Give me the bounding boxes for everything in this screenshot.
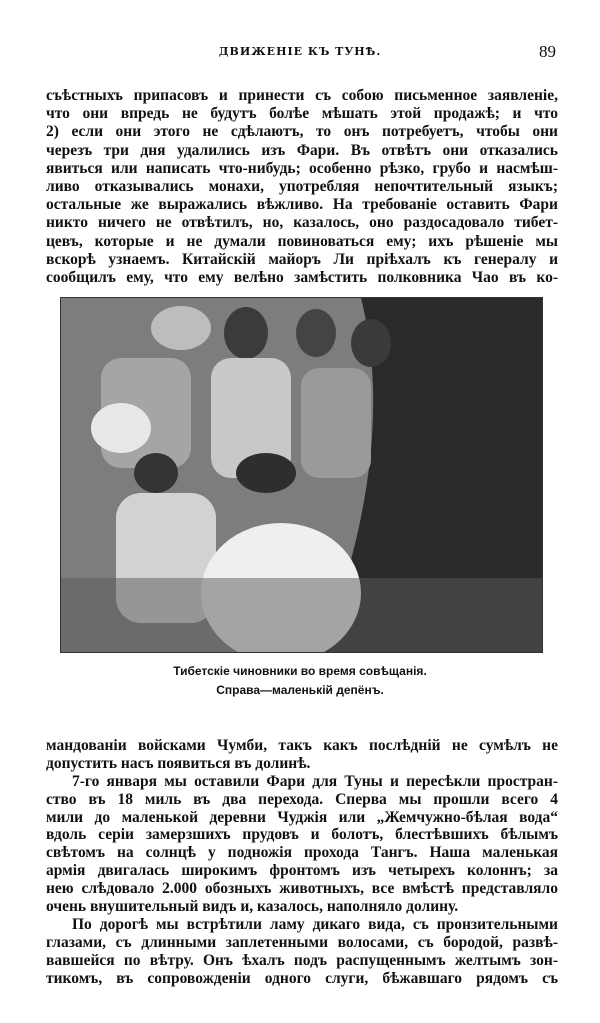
text-block-bottom bbox=[46, 737, 558, 987]
running-head bbox=[0, 42, 600, 62]
text-line: съѣстныхъ припасовъ и принести съ собою письменное заявленіе, bbox=[46, 87, 558, 104]
text-line: тикомъ, въ сопровожденіи одного слуги, бѣжавшаго рядомъ съ bbox=[46, 969, 558, 987]
text-line: что они впредь не будутъ болѣе мѣшать этой продажѣ; и что bbox=[46, 105, 558, 123]
text-line: сообщилъ ему, что ему велѣно замѣстить полковника Чао въ ко- bbox=[46, 268, 558, 286]
photo-illustration bbox=[61, 298, 542, 652]
text-line: ство въ 18 миль въ два перехода. Сперва мы прошли всего 4 bbox=[46, 790, 558, 808]
text-line: никто ничего не отвѣтилъ, но, казалось, оно раздосадовало тибет- bbox=[46, 214, 558, 232]
running-head-title: ДВИЖЕНІЕ КЪ ТУНѢ. bbox=[218, 45, 382, 58]
text-line: допустить насъ появиться въ долинѣ. bbox=[46, 754, 311, 772]
text-line: По дорогѣ мы встрѣтили ламу дикаго вида, съ пронзительными bbox=[72, 915, 558, 933]
text-line: вскорѣ узнаемъ. Китайскій майоръ Ли пріѣхалъ къ генералу и bbox=[46, 250, 558, 268]
photograph-tibetan-officials bbox=[60, 297, 543, 653]
text-line: нею слѣдовало 2.000 обозныхъ животныхъ, все вмѣстѣ представляло bbox=[46, 880, 558, 898]
text-line: мили до маленькой деревни Чуджія или „Жемчужно-бѣлая вода“ bbox=[46, 808, 558, 826]
text-line: явиться или написать что-нибудь; особенно рѣзко, грубо и насмѣш- bbox=[46, 159, 558, 177]
text-line: черезъ три дня удалились изъ Фари. Въ отвѣтъ они отказались bbox=[46, 141, 558, 159]
text-line: свѣтомъ на солнцѣ у подножія прохода Тангъ. Наша маленькая bbox=[46, 844, 558, 862]
text-line: мандованіи войсками Чумби, такъ какъ послѣдній не сумѣлъ не bbox=[46, 737, 558, 754]
figure-caption-line-1: Тибетскіе чиновники во время совѣщанія. bbox=[173, 664, 427, 678]
text-line: остальные же выражались вѣжливо. На требованіе оставить Фари bbox=[46, 196, 558, 214]
page-number: 89 bbox=[539, 42, 556, 61]
text-line: цевъ, которые и не думали повиноваться ему; ихъ рѣшеніе мы bbox=[46, 232, 558, 250]
figure-caption-line-2: Справа—маленькій депёнъ. bbox=[216, 683, 384, 697]
text-line: вавшейся по вѣтру. Онъ ѣхалъ подъ распущеннымъ желтымъ зон- bbox=[46, 951, 558, 969]
text-line: очень внушительный видъ и, казалось, наполняло долину. bbox=[46, 898, 459, 916]
text-line: глазами, съ длинными заплетенными волосами, съ бородой, развѣ- bbox=[46, 933, 558, 951]
text-line: армія двигалась широкимъ фронтомъ изъ четырехъ колоннъ; за bbox=[46, 862, 558, 880]
text-line: вдоль серіи замерзшихъ прудовъ и болотъ, блестѣвшихъ бѣлымъ bbox=[46, 826, 558, 844]
text-line: ливо отказывались монахи, употребляя непочтительный языкъ; bbox=[46, 177, 558, 195]
text-line: 7-го января мы оставили Фари для Туны и пересѣкли простран- bbox=[72, 772, 558, 790]
text-block-top bbox=[46, 87, 558, 287]
text-line: 2) если они этого не сдѣлаютъ, то онъ потребуетъ, чтобы они bbox=[46, 123, 558, 141]
